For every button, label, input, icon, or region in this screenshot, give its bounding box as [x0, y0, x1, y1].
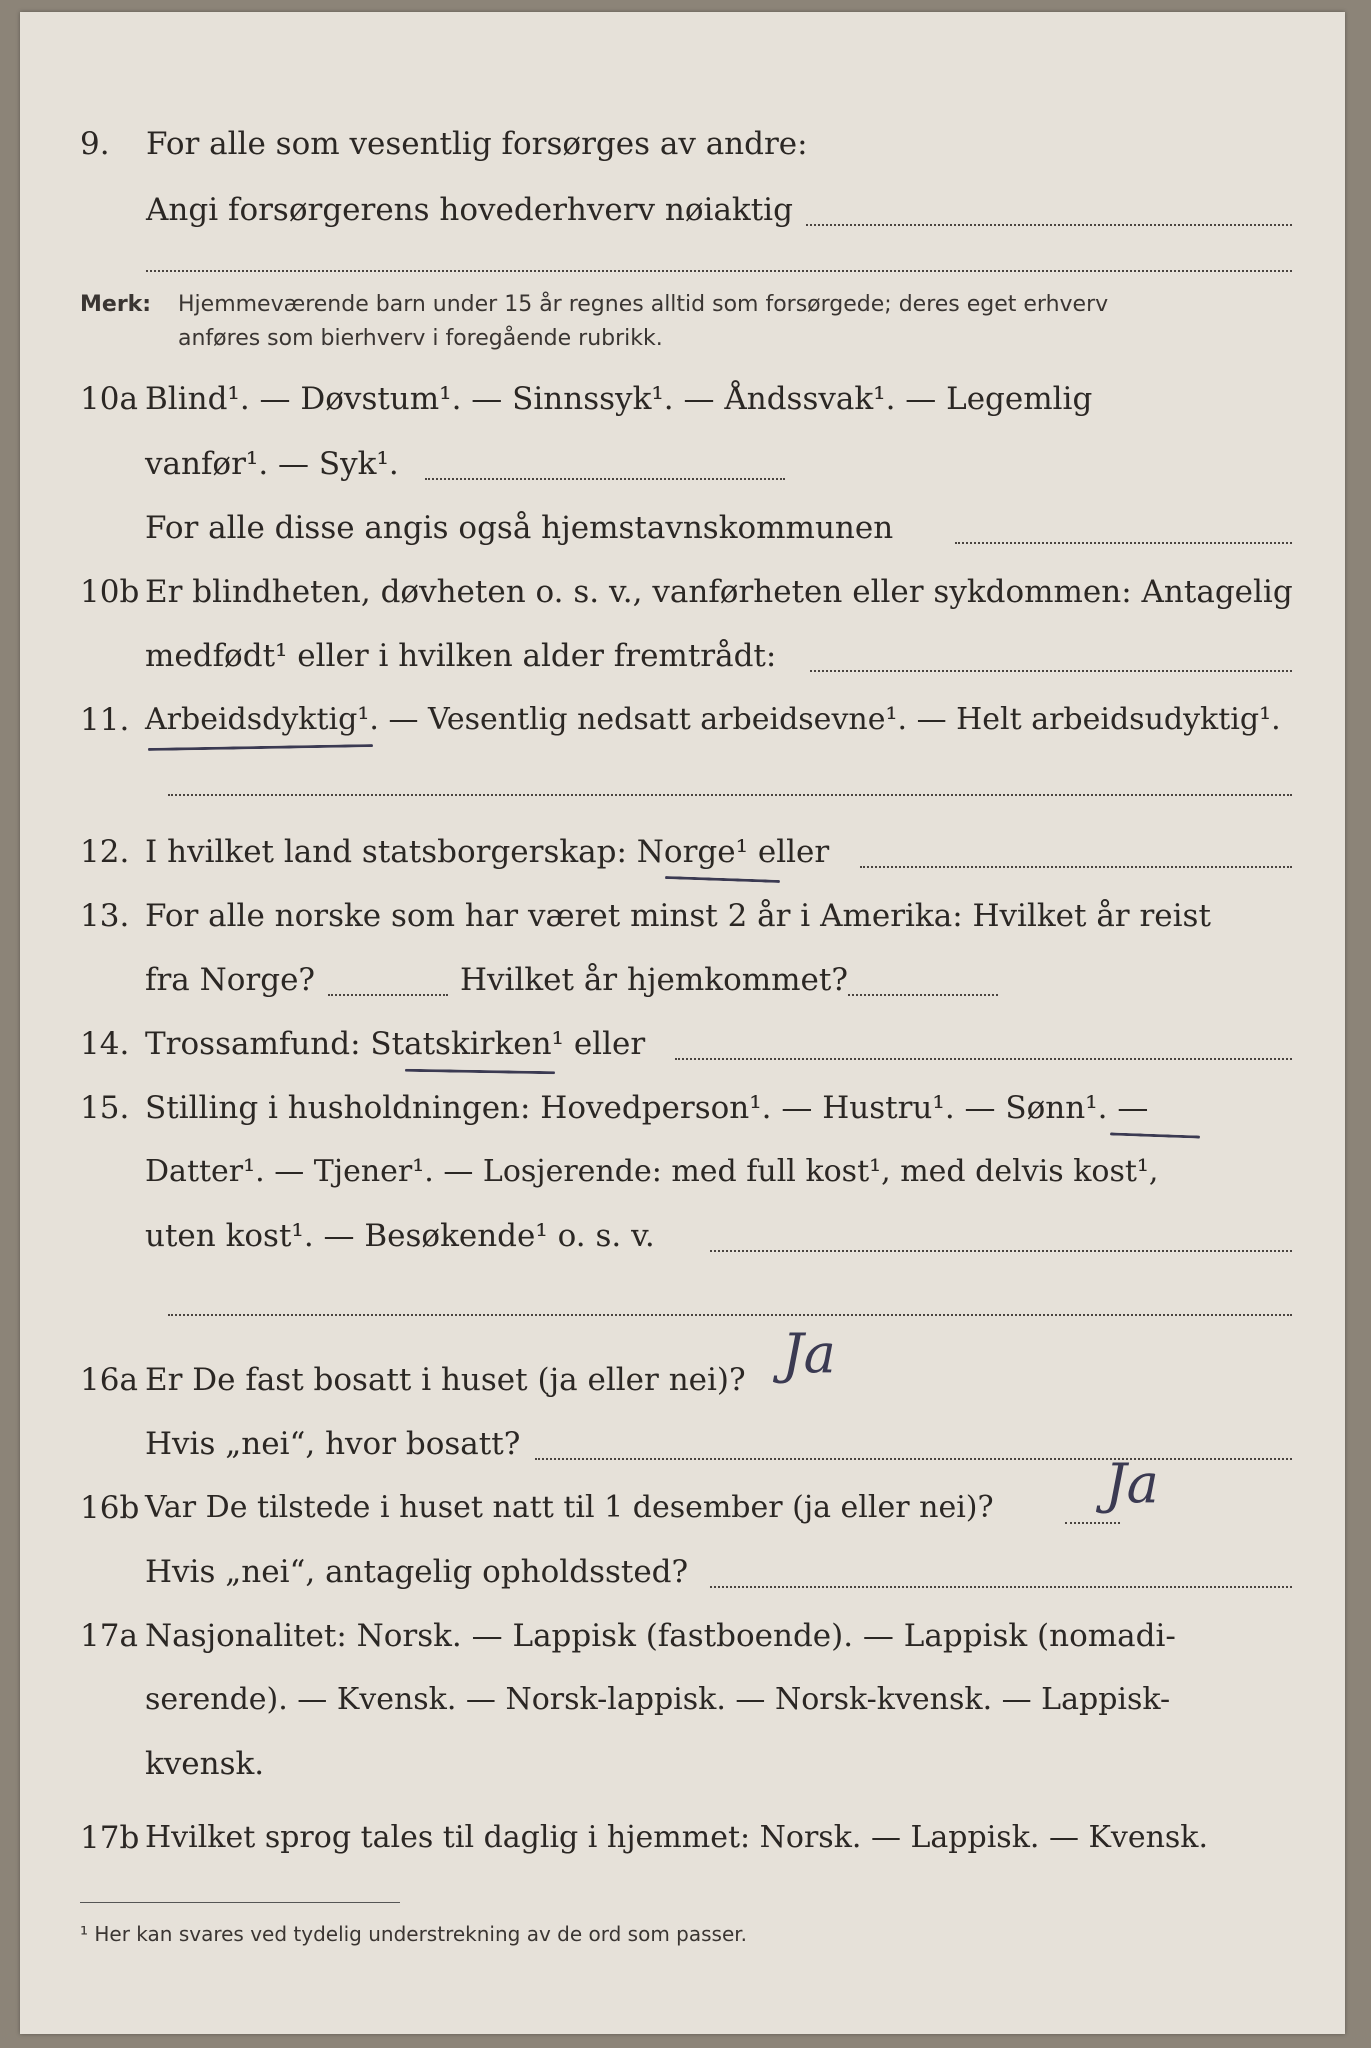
- q10a-municipality-answer-line[interactable]: [955, 542, 1292, 544]
- q15-text-line2: Datter¹. — Tjener¹. — Losjerende: med full kost¹, med delvis kost¹,: [145, 1154, 1159, 1189]
- q9-text-line2: Angi forsørgerens hovederhverv nøiaktig: [146, 192, 793, 228]
- q16a-text-line1: Er De fast bosatt i huset (ja eller nei)?: [145, 1362, 746, 1398]
- q10a-sick-answer-line[interactable]: [425, 478, 785, 480]
- q15-text-line1: Stilling i husholdningen: Hovedperson¹. — Hustru¹. — Sønn¹. —: [145, 1090, 1149, 1126]
- q10a-text-line3: For alle disse angis også hjemstavnskommunen: [145, 510, 894, 546]
- q10b-text-line2: medfødt¹ eller i hvilken alder fremtrådt:: [145, 638, 777, 674]
- q13-text-line1: For alle norske som har været minst 2 år i Amerika: Hvilket år reist: [145, 898, 1211, 934]
- q16b-number: 16b: [80, 1490, 140, 1526]
- q16b-place-answer-line[interactable]: [710, 1586, 1292, 1588]
- merk-text-line2: anføres som bierhverv i foregående rubrikk.: [178, 326, 663, 351]
- q10a-text-line2: vanfør¹. — Syk¹.: [145, 446, 399, 482]
- q11-answer-line[interactable]: [168, 794, 1292, 796]
- q16b-text-line1: Var De tilstede i huset natt til 1 desember (ja eller nei)?: [145, 1490, 994, 1525]
- q13-text-line2a: fra Norge?: [145, 962, 316, 998]
- q10a-text-line1: Blind¹. — Døvstum¹. — Sinnssyk¹. — Åndssvak¹. — Legemlig: [145, 381, 1093, 417]
- footnote: ¹ Her kan svares ved tydelig understrekning av de ord som passer.: [80, 1922, 748, 1946]
- census-form-page: [20, 12, 1345, 2034]
- q11-text-line1: Arbeidsdyktig¹. — Vesentlig nedsatt arbeidsevne¹. — Helt arbeidsudyktig¹.: [145, 702, 1281, 737]
- q13-return-year-line[interactable]: [848, 994, 998, 996]
- q10b-text-line1: Er blindheten, døvheten o. s. v., vanførheten eller sykdommen: Antagelig: [145, 574, 1293, 610]
- q16b-answer-line[interactable]: [1065, 1522, 1120, 1524]
- footnote-rule: [80, 1902, 400, 1903]
- q15-answer-line[interactable]: [710, 1250, 1292, 1252]
- q12-number: 12.: [80, 834, 130, 870]
- merk-label: Merk:: [80, 292, 152, 317]
- q17a-number: 17a: [80, 1618, 138, 1654]
- q16a-number: 16a: [80, 1362, 138, 1398]
- q14-handwritten-underline: [405, 1069, 555, 1075]
- q10a-number: 10a: [80, 381, 138, 417]
- q12-handwritten-underline: [665, 876, 780, 883]
- q17a-text-line3: kvensk.: [145, 1746, 265, 1782]
- q11-number: 11.: [80, 702, 130, 738]
- q12-text-line1: I hvilket land statsborgerskap: Norge¹ eller: [145, 834, 830, 870]
- q17b-number: 17b: [80, 1820, 140, 1856]
- q12-answer-line[interactable]: [860, 866, 1292, 868]
- q9-number: 9.: [80, 126, 110, 162]
- q16a-text-line2: Hvis „nei“, hvor bosatt?: [145, 1426, 521, 1462]
- q17a-text-line1: Nasjonalitet: Norsk. — Lappisk (fastboende). — Lappisk (nomadi-: [145, 1618, 1176, 1654]
- q14-number: 14.: [80, 1026, 130, 1062]
- q11-handwritten-underline: [148, 744, 373, 751]
- q14-answer-line[interactable]: [675, 1058, 1292, 1060]
- q9-text-line1: For alle som vesentlig forsørges av andre:: [146, 126, 808, 162]
- q15-answer-line2[interactable]: [168, 1314, 1292, 1316]
- q10b-answer-line[interactable]: [810, 670, 1292, 672]
- merk-text-line1: Hjemmeværende barn under 15 år regnes alltid som forsørgede; deres eget erhverv: [178, 292, 1109, 317]
- q15-text-line3: uten kost¹. — Besøkende¹ o. s. v.: [145, 1218, 655, 1254]
- q16b-handwritten-answer: Ja: [1105, 1452, 1159, 1515]
- q17a-text-line2: serende). — Kvensk. — Norsk-lappisk. — Norsk-kvensk. — Lappisk-: [145, 1682, 1171, 1717]
- q13-number: 13.: [80, 898, 130, 934]
- q13-text-line2b: Hvilket år hjemkommet?: [460, 962, 848, 998]
- q13-departure-year-line[interactable]: [328, 994, 448, 996]
- q9-answer-line2[interactable]: [146, 270, 1292, 272]
- q14-text-line1: Trossamfund: Statskirken¹ eller: [145, 1026, 646, 1062]
- q17b-text-line1: Hvilket sprog tales til daglig i hjemmet: Norsk. — Lappisk. — Kvensk.: [145, 1820, 1209, 1855]
- q16a-handwritten-answer: Ja: [782, 1322, 836, 1385]
- q10b-number: 10b: [80, 574, 140, 610]
- q9-answer-line[interactable]: [806, 224, 1292, 226]
- q16a-answer-line[interactable]: [535, 1458, 1292, 1460]
- q15-handwritten-underline: [1110, 1132, 1200, 1138]
- q16b-text-line2: Hvis „nei“, antagelig opholdssted?: [145, 1554, 689, 1590]
- q15-number: 15.: [80, 1090, 130, 1126]
